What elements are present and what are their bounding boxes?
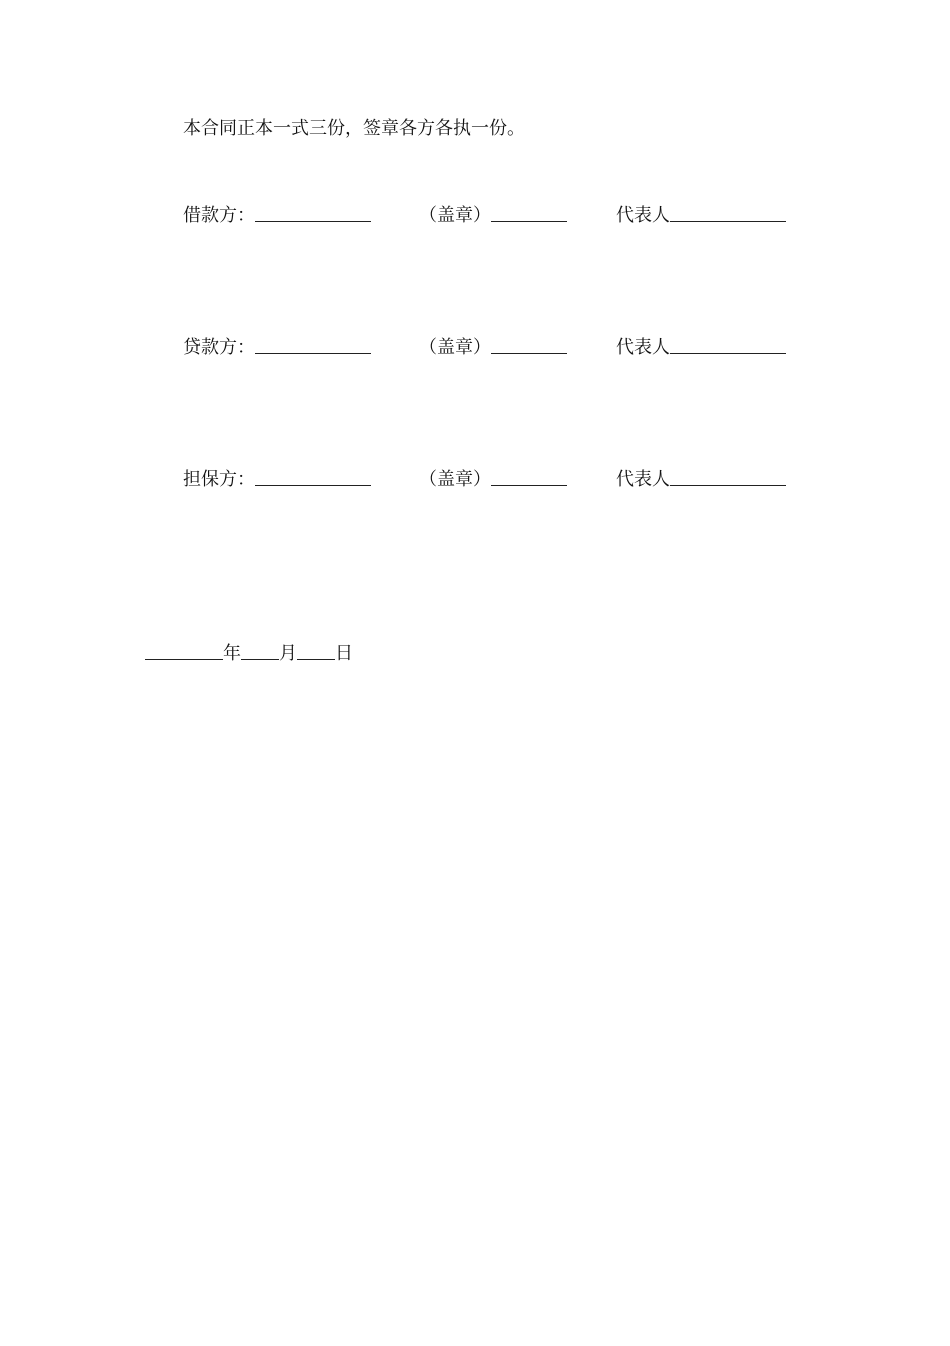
lender-seal-label: （盖章） — [419, 337, 491, 358]
day-label: 日 — [335, 643, 353, 664]
guarantor-signature-row — [183, 467, 803, 493]
year-blank[interactable] — [145, 641, 223, 660]
day-blank[interactable] — [297, 641, 335, 660]
lender-field — [183, 335, 371, 361]
borrower-field — [183, 203, 371, 229]
borrower-seal-blank[interactable] — [491, 203, 567, 222]
guarantor-representative-blank[interactable] — [670, 467, 786, 486]
date-line — [145, 641, 353, 666]
guarantor-field — [183, 467, 371, 493]
guarantor-seal-field — [419, 467, 567, 493]
borrower-signature-row — [183, 203, 803, 229]
lender-signature-blank[interactable] — [255, 335, 371, 354]
guarantor-seal-blank[interactable] — [491, 467, 567, 486]
borrower-representative-blank[interactable] — [670, 203, 786, 222]
borrower-representative-label: 代表人 — [616, 205, 670, 226]
guarantor-representative-field — [616, 467, 786, 493]
lender-seal-blank[interactable] — [491, 335, 567, 354]
lender-representative-label: 代表人 — [616, 337, 670, 358]
borrower-seal-field — [419, 203, 567, 229]
month-label: 月 — [279, 643, 297, 664]
guarantor-representative-label: 代表人 — [616, 469, 670, 490]
lender-seal-field — [419, 335, 567, 361]
guarantor-label: 担保方： — [183, 469, 255, 490]
lender-signature-row — [183, 335, 803, 361]
lender-label: 贷款方： — [183, 337, 255, 358]
borrower-representative-field — [616, 203, 786, 229]
borrower-signature-blank[interactable] — [255, 203, 371, 222]
lender-representative-blank[interactable] — [670, 335, 786, 354]
month-blank[interactable] — [241, 641, 279, 660]
borrower-seal-label: （盖章） — [419, 205, 491, 226]
year-label: 年 — [223, 643, 241, 664]
guarantor-signature-blank[interactable] — [255, 467, 371, 486]
guarantor-seal-label: （盖章） — [419, 469, 491, 490]
borrower-label: 借款方： — [183, 205, 255, 226]
lender-representative-field — [616, 335, 786, 361]
intro-paragraph: 本合同正本一式三份，签章各方各执一份。 — [183, 118, 525, 139]
